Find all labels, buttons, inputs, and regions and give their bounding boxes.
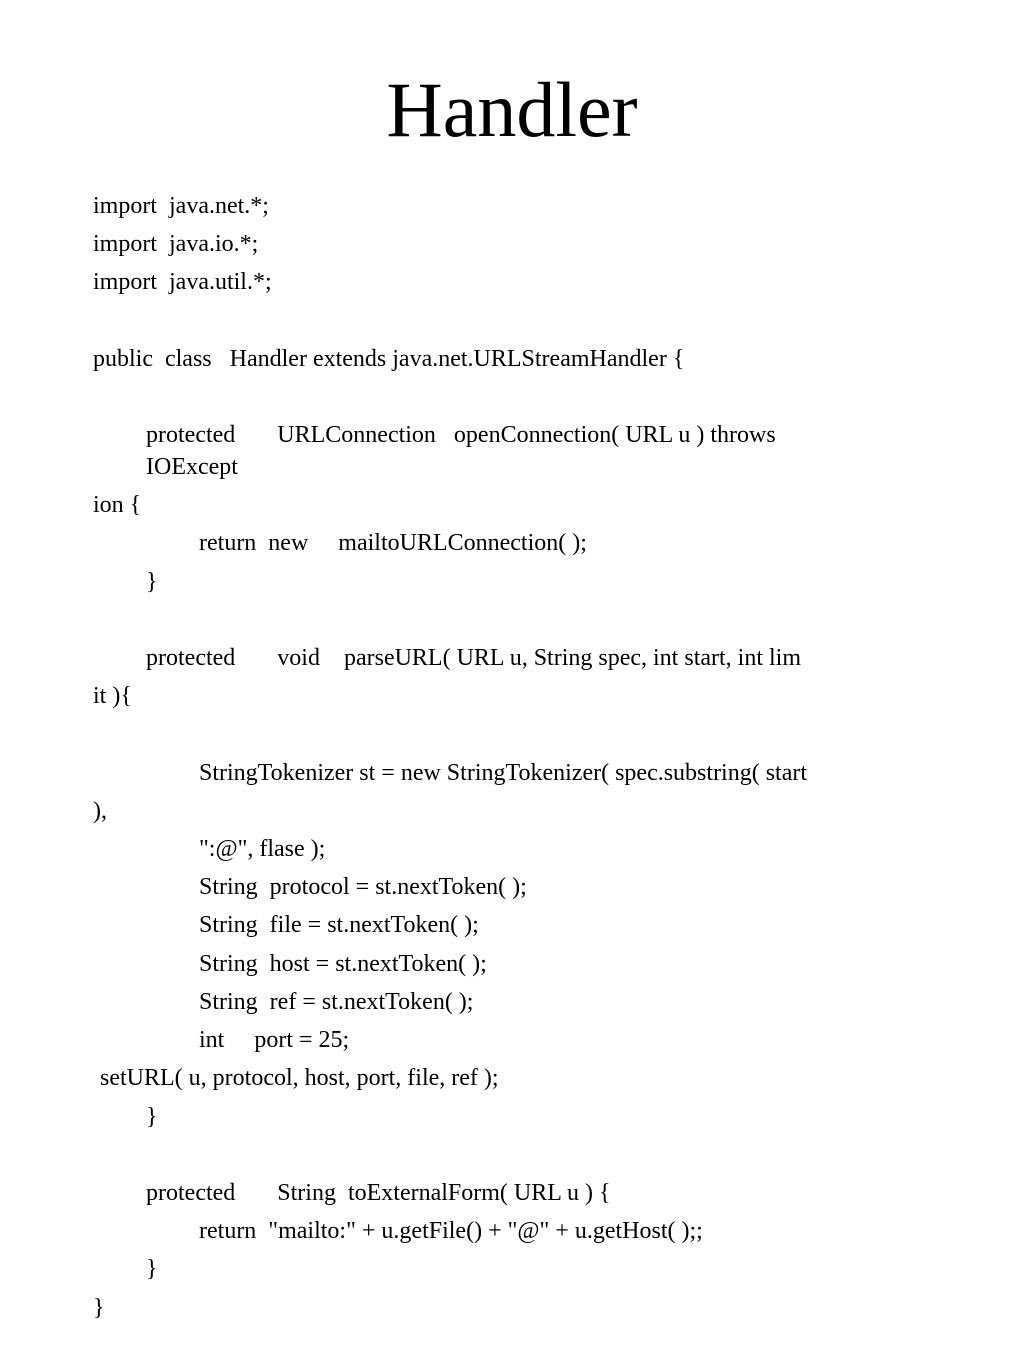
code-line: ion { — [93, 492, 142, 518]
code-line: } — [146, 569, 158, 595]
code-line: String ref = st.nextToken( ); — [199, 989, 474, 1015]
code-line: return new mailtoURLConnection( ); — [199, 530, 587, 556]
code-line: ), — [93, 798, 107, 824]
code-line: IOExcept — [146, 454, 238, 480]
code-line: it ){ — [93, 683, 132, 709]
code-line: String file = st.nextToken( ); — [199, 912, 479, 938]
code-line: import java.io.*; — [93, 231, 259, 257]
code-line: ":@", flase ); — [199, 836, 326, 862]
code-line: protected String toExternalForm( URL u ) { — [146, 1180, 611, 1206]
code-line: } — [93, 1295, 105, 1321]
slide-title: Handler — [386, 66, 638, 153]
code-line: protected URLConnection openConnection( URL u ) throws — [146, 422, 776, 448]
code-line: String protocol = st.nextToken( ); — [199, 874, 527, 900]
code-line: public class Handler extends java.net.URLStreamHandler { — [93, 346, 685, 372]
code-line: String host = st.nextToken( ); — [199, 951, 487, 977]
code-line: } — [146, 1256, 158, 1282]
code-line: protected void parseURL( URL u, String spec, int start, int lim — [146, 645, 802, 671]
code-line: StringTokenizer st = new StringTokenizer( spec.substring( start — [199, 760, 808, 786]
code-line: import java.util.*; — [93, 269, 272, 295]
code-line: import java.net.*; — [93, 193, 269, 219]
code-line: setURL( u, protocol, host, port, file, ref ); — [100, 1065, 499, 1091]
code-line: return "mailto:" + u.getFile() + "@" + u.getHost( );; — [199, 1218, 703, 1244]
code-line: } — [146, 1104, 158, 1130]
code-line: int port = 25; — [199, 1027, 350, 1053]
